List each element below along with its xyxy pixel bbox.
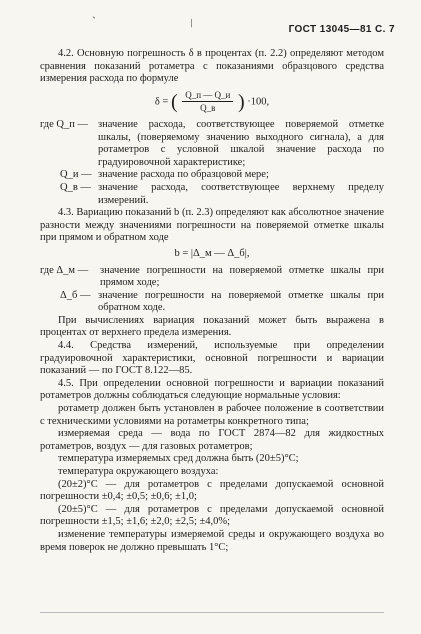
definition-text: значение расхода, соответствующее поверяемой отметке шкалы, (поверяемому значению выходного сигнала), а для ротаметров с условной шкалой значение расхода по градуировочной характеристике; bbox=[98, 118, 384, 168]
formula-fraction bbox=[182, 89, 233, 115]
condition-item: (20±2)°С — для ротаметров с пределами допускаемой основной погрешности ±0,4; ±0,5; ±0,6; ±1,0; bbox=[40, 478, 384, 503]
formula-rhs: ·100, bbox=[247, 96, 270, 108]
definition-symbol: где Q_п — bbox=[40, 118, 88, 130]
page-divider bbox=[40, 612, 384, 614]
condition-item: изменение температуры измеряемой среды и окружающего воздуха во время поверок не должно превышать 1°С; bbox=[40, 528, 384, 553]
condition-item: измеряемая среда — вода по ГОСТ 2874—82 для жидкостных ротаметров, воздух — для газовых ротаметров; bbox=[40, 428, 384, 452]
scan-mark: / bbox=[187, 15, 196, 31]
definition-text: значение погрешности на поверяемой отметке шкалы при обратном ходе. bbox=[98, 289, 384, 314]
definition-text: значение расхода по образцовой мере; bbox=[98, 169, 269, 181]
condition-item: (20±5)°С — для ротаметров с пределами допускаемой основной погрешности ±1,5; ±1,6; ±2,0; ±2,5; ±4,0%; bbox=[40, 503, 384, 528]
paren-left: ( bbox=[170, 90, 178, 113]
running-head: ГОСТ 13045—81 С. 7 bbox=[288, 24, 395, 35]
formula-lhs: δ = bbox=[154, 96, 169, 108]
formula-variation: b = |Δ_м — Δ_б|, bbox=[174, 247, 250, 259]
paragraph-variation-note: При вычислениях вариация показаний может быть выражена в процентах от верхнего предела измерения. bbox=[40, 314, 384, 339]
definition-delta-m bbox=[40, 265, 384, 290]
paragraph-4-5: 4.5. При определении основной погрешности и вариации показаний ротаметров должны соблюдаться следующие нормальные условия: bbox=[40, 377, 384, 402]
condition-item: температура измеряемых сред должна быть (20±5)°С; bbox=[58, 453, 299, 465]
paragraph-4-2: 4.2. Основную погрешность δ в процентах (п. 2.2) определяют методом сравнения показаний ротаметра с показаниями образцового средства измерения расхода по формуле bbox=[40, 48, 384, 85]
condition-item: ротаметр должен быть установлен в рабочее положение в соответствии с техническими условиями на ротаметры конкретного типа; bbox=[40, 403, 384, 427]
definition-symbol: Δ_б — bbox=[60, 289, 91, 301]
definition-text: значение расхода, соответствующее верхнему пределу измерений. bbox=[98, 181, 384, 206]
formula-denominator: Q_в bbox=[200, 103, 216, 114]
condition-item: температура окружающего воздуха: bbox=[58, 466, 219, 477]
definition-delta-b bbox=[40, 290, 384, 315]
definition-symbol: Q_в — bbox=[60, 181, 91, 193]
formula-delta bbox=[40, 89, 384, 115]
definition-qv bbox=[40, 182, 384, 207]
definition-text: значение погрешности на поверяемой отметке шкалы при прямом ходе; bbox=[100, 264, 384, 289]
paragraph-4-4: 4.4. Средства измерений, используемые при определении градуировочной характеристики, основной погрешности и вариации показаний — по ГОСТ 8.122—85. bbox=[40, 340, 384, 377]
document-body bbox=[40, 48, 384, 554]
definition-symbol: Q_и — bbox=[60, 169, 92, 181]
paragraph-4-3: 4.3. Вариацию показаний b (п. 2.3) определяют как абсолютное значение разности между значениями погрешности на поверяемой отметке шкалы при прямом и обратном ходе bbox=[40, 207, 384, 244]
definition-qp bbox=[40, 119, 384, 169]
scan-mark: ˋ bbox=[92, 14, 96, 28]
definition-qi bbox=[40, 169, 384, 182]
paren-right: ) bbox=[238, 90, 245, 113]
definition-symbol: где Δ_м — bbox=[40, 264, 89, 276]
formula-numerator: Q_п — Q_и bbox=[182, 89, 233, 103]
